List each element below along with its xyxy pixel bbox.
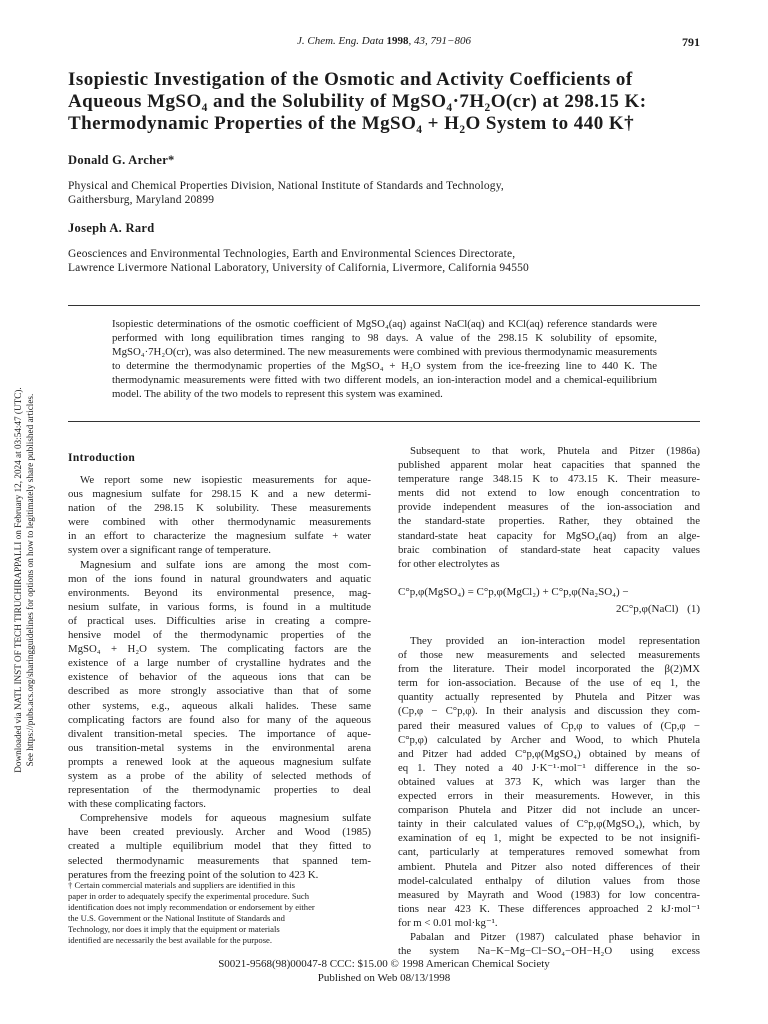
footnote-line: identified are necessarily the best available for the purpose. [68, 934, 273, 945]
body-text-line: ments did not extend to low enough concentration to [398, 487, 700, 500]
footnote-line: † Certain commercial materials and suppliers are identified in this [68, 880, 295, 890]
body-text-line: created a multiple equilibrium model that they fitted to [68, 840, 371, 853]
body-text-line: cant, particularly at temperatures removed somewhat from [398, 846, 700, 859]
footer-copyright: S0021-9568(98)00047-8 CCC: $15.00 © 1998 American Chemical Society [218, 958, 550, 970]
body-text-line: (Cp,φ − C°p,φ). In their analysis and discussion they com- [398, 705, 700, 718]
body-text-line: expected errors in their measurements. However, in this [398, 790, 700, 803]
footnote-line: paper in order to adequately specify the experimental procedure. Such [68, 890, 310, 901]
author-affiliation [68, 247, 529, 275]
body-text-line: and Pitzer had added C°p,φ(MgSO₄) obtained by means of [398, 747, 700, 760]
download-notice-line: Downloaded via NATL INST OF TECH TIRUCHIRAPPALLI on February 12, 2024 at 03:54:47 (UTC). [13, 387, 23, 773]
abstract: Isopiestic determinations of the osmotic coefficient of MgSO₄(aq) against NaCl(aq) and KCl(aq) reference standards were performed with long equilibration times ranging to 98 days. A value of the 298.15 K solubility of epsomite, MgSO₄·7H₂O(cr), was also determined. The new measurements were combined with previous thermodynamic measurements to determine the thermodynamic properties of the MgSO₄ + H₂O system from the ice-freezing line to 440 K. The thermodynamic measurements were fitted with two different models, an ion-interaction model and a chemical-equilibrium model. The ability of the two models to represent this system was examined. [112, 318, 657, 401]
body-text-line: environments. Beyond its environmental presence, mag- [68, 586, 371, 599]
body-text-line: tainty in their calculated values of C°p,φ(MgSO₄), which, by [398, 818, 700, 831]
journal-volume-pages: , 43, 791−806 [408, 35, 471, 47]
section-heading: Introduction [68, 452, 136, 464]
body-text-line: selected thermodynamic measurements that spanned tem- [68, 854, 371, 867]
title-line: Thermodynamic Properties of the MgSO₄ + H₂O System to 440 K† [68, 113, 635, 134]
body-text-line: with these complicating factors. [68, 798, 206, 811]
body-text-line: standard-state heat capacity for MgSO₄(aq) from an alge- [398, 529, 700, 542]
body-text-line: ous magnesium sulfate for 298.15 K and a new determi- [68, 488, 371, 501]
left-column-body [68, 473, 371, 882]
body-text-line: described as more strongly associative than that of some [68, 685, 371, 698]
body-text-line: the standard-state properties. Rather, they obtained the [398, 515, 700, 528]
body-text-line: for other electrolytes as [398, 557, 500, 570]
body-text-line: eq 1. They noted a 40 J·K⁻¹·mol⁻¹ difference in the so- [398, 761, 700, 774]
body-text-line: of those new measurements and selected measurements [398, 649, 700, 662]
body-text-line: have been created previously. Archer and Wood (1985) [68, 826, 371, 839]
download-notice [12, 290, 36, 870]
right-column-body [398, 444, 700, 571]
equation-number: (1) [687, 603, 700, 615]
author-name: Donald G. Archer* [68, 153, 175, 167]
body-text-line: for m < 0.01 mol·kg⁻¹. [398, 916, 498, 929]
footnote-line: identification does not imply recommendation or endorsement by either [68, 901, 315, 912]
title-line: Aqueous MgSO₄ and the Solubility of MgSO₄·7H₂O(cr) at 298.15 K: [68, 91, 647, 112]
body-text-line: in an effort to characterize the magnesium sulfate + water [68, 530, 371, 543]
body-text-line: examination of eq 1, might be expected to be not insignifi- [398, 832, 700, 845]
body-text-line: system over a significant range of temperature. [68, 544, 271, 557]
title-line: Isopiestic Investigation of the Osmotic and Activity Coefficients of [68, 69, 633, 90]
body-text-line: temperature range 348.15 K to 473.15 K. Their measure- [398, 473, 700, 486]
equation-term: 2C°p,φ(NaCl) [616, 603, 679, 615]
body-text-line: published apparent molar heat capacities that spanned the [398, 459, 700, 472]
body-text-line: Subsequent to that work, Phutela and Pitzer (1986a) [410, 445, 700, 457]
body-text-line: existence of behavior of the aqueous ions that can be [68, 671, 371, 684]
right-column-body [398, 634, 700, 958]
body-text-line: MgSO₄ + H₂O system. The complicating factors are the [68, 643, 371, 656]
body-text-line: Comprehensive models for aqueous magnesium sulfate [80, 812, 371, 825]
download-notice-line: See https://pubs.acs.org/sharingguidelines for options on how to legitimately share published articles. [25, 393, 35, 767]
body-text-line: hensive model of the thermodynamic properties of the [68, 629, 371, 642]
footnote-line: the U.S. Government or the National Institute of Standards and [68, 912, 285, 923]
equation-line: C°p,φ(MgSO₄) = C°p,φ(MgCl₂) + C°p,φ(Na₂SO₄) − [398, 586, 629, 598]
body-text-line: ambient. Phutela and Pitzer also noted differences of their [398, 860, 700, 873]
body-text-line: C°p,φ) calculated by Archer and Wood, to which Phutela [398, 733, 700, 746]
footnote-line: Technology, nor does it imply that the equipment or materials [68, 923, 280, 934]
abstract-top-rule [68, 305, 700, 306]
body-text-line: Pabalan and Pitzer (1987) calculated phase behavior in [410, 930, 700, 943]
affiliation-line: Geosciences and Environmental Technologies, Earth and Environmental Sciences Directorate, [68, 248, 516, 260]
abstract-bottom-rule [68, 421, 700, 422]
body-text-line: braic combination of standard-state heat capacity values [398, 543, 700, 556]
equation-1 [398, 586, 700, 615]
body-text-line: measured by Mayrath and Wood (1983) for low concentra- [398, 888, 700, 901]
body-text-line: We report some new isopiestic measurements for aque- [80, 474, 371, 486]
page-number: 791 [682, 35, 700, 49]
body-text-line: mon of the ions found in natural groundwaters and aquatic [68, 572, 371, 585]
journal-year: 1998 [386, 35, 409, 47]
body-text-line: obtained values at 373 K, which was larger than the [398, 775, 700, 788]
body-text-line: They provided an ion-interaction model representation [410, 635, 700, 647]
body-text-line: Magnesium and sulfate ions are among the most com- [80, 558, 371, 571]
body-text-line: system as a probe of the ability of selected methods of [68, 769, 371, 782]
body-text-line: other systems, e.g., aqueous alkali halides. These same [68, 699, 371, 712]
footer-publication-date: Published on Web 08/13/1998 [317, 972, 451, 984]
body-text-line: provide independent measures of the ion-association and [398, 501, 700, 514]
author-affiliation [68, 179, 504, 207]
author-name: Joseph A. Rard [68, 221, 155, 235]
body-text-line: term for ion-association. Because of the use of eq 1, the [398, 677, 700, 690]
page-footer [0, 957, 768, 985]
affiliation-line: Physical and Chemical Properties Division, National Institute of Standards and Technology, [68, 180, 504, 192]
body-text-line: divalent transition-metal species. The importance of aque- [68, 727, 371, 740]
body-text-line: nesium sulfate, in various forms, is found in a multitude [68, 600, 371, 613]
body-text-line: the system Na−K−Mg−Cl−SO₄−OH−H₂O using excess [398, 945, 700, 958]
body-text-line: prompts a renewed look at the aqueous magnesium sulfate [68, 755, 371, 768]
body-text-line: quantity actually represented by Phutela and Pitzer was [398, 691, 700, 704]
body-text-line: of practical uses. Difficulties arise in creating a compre- [68, 614, 371, 627]
affiliation-line: Lawrence Livermore National Laboratory, University of California, Livermore, California 94550 [68, 262, 529, 274]
paper-title [68, 69, 708, 135]
body-text-line: representation of the thermodynamic properties to deal [68, 784, 371, 797]
body-text-line: were combined with other thermodynamic measurements [68, 516, 371, 529]
body-text-line: nation of the 298.15 K solubility. These measurements [68, 502, 371, 515]
body-text-line: pared their measured values of Cp,φ to values of (Cp,φ − [398, 719, 700, 732]
journal-citation [0, 35, 768, 47]
body-text-line: existence of a large number of crystalline hydrates and the [68, 657, 371, 670]
body-text-line: tions near 423 K. These differences approached 2 kJ·mol⁻¹ [398, 902, 700, 915]
body-text-line: ous transition-metal systems in the environmental arena [68, 741, 371, 754]
footnote [68, 880, 371, 945]
body-text-line: from the literature. Their model incorporated the β(2)MX [398, 663, 700, 676]
body-text-line: model-calculated enthalpy of dilution values from those [398, 874, 700, 887]
affiliation-line: Gaithersburg, Maryland 20899 [68, 194, 215, 206]
body-text-line: comparison Phutela and Pitzer did not include an uncer- [398, 804, 700, 817]
journal-name: J. Chem. Eng. Data [297, 35, 384, 47]
equation-line [398, 603, 700, 615]
body-text-line: peratures from the freezing point of the solution to 423 K. [68, 868, 319, 881]
body-text-line: complicating factors are found also for many of the aqueous [68, 713, 371, 726]
